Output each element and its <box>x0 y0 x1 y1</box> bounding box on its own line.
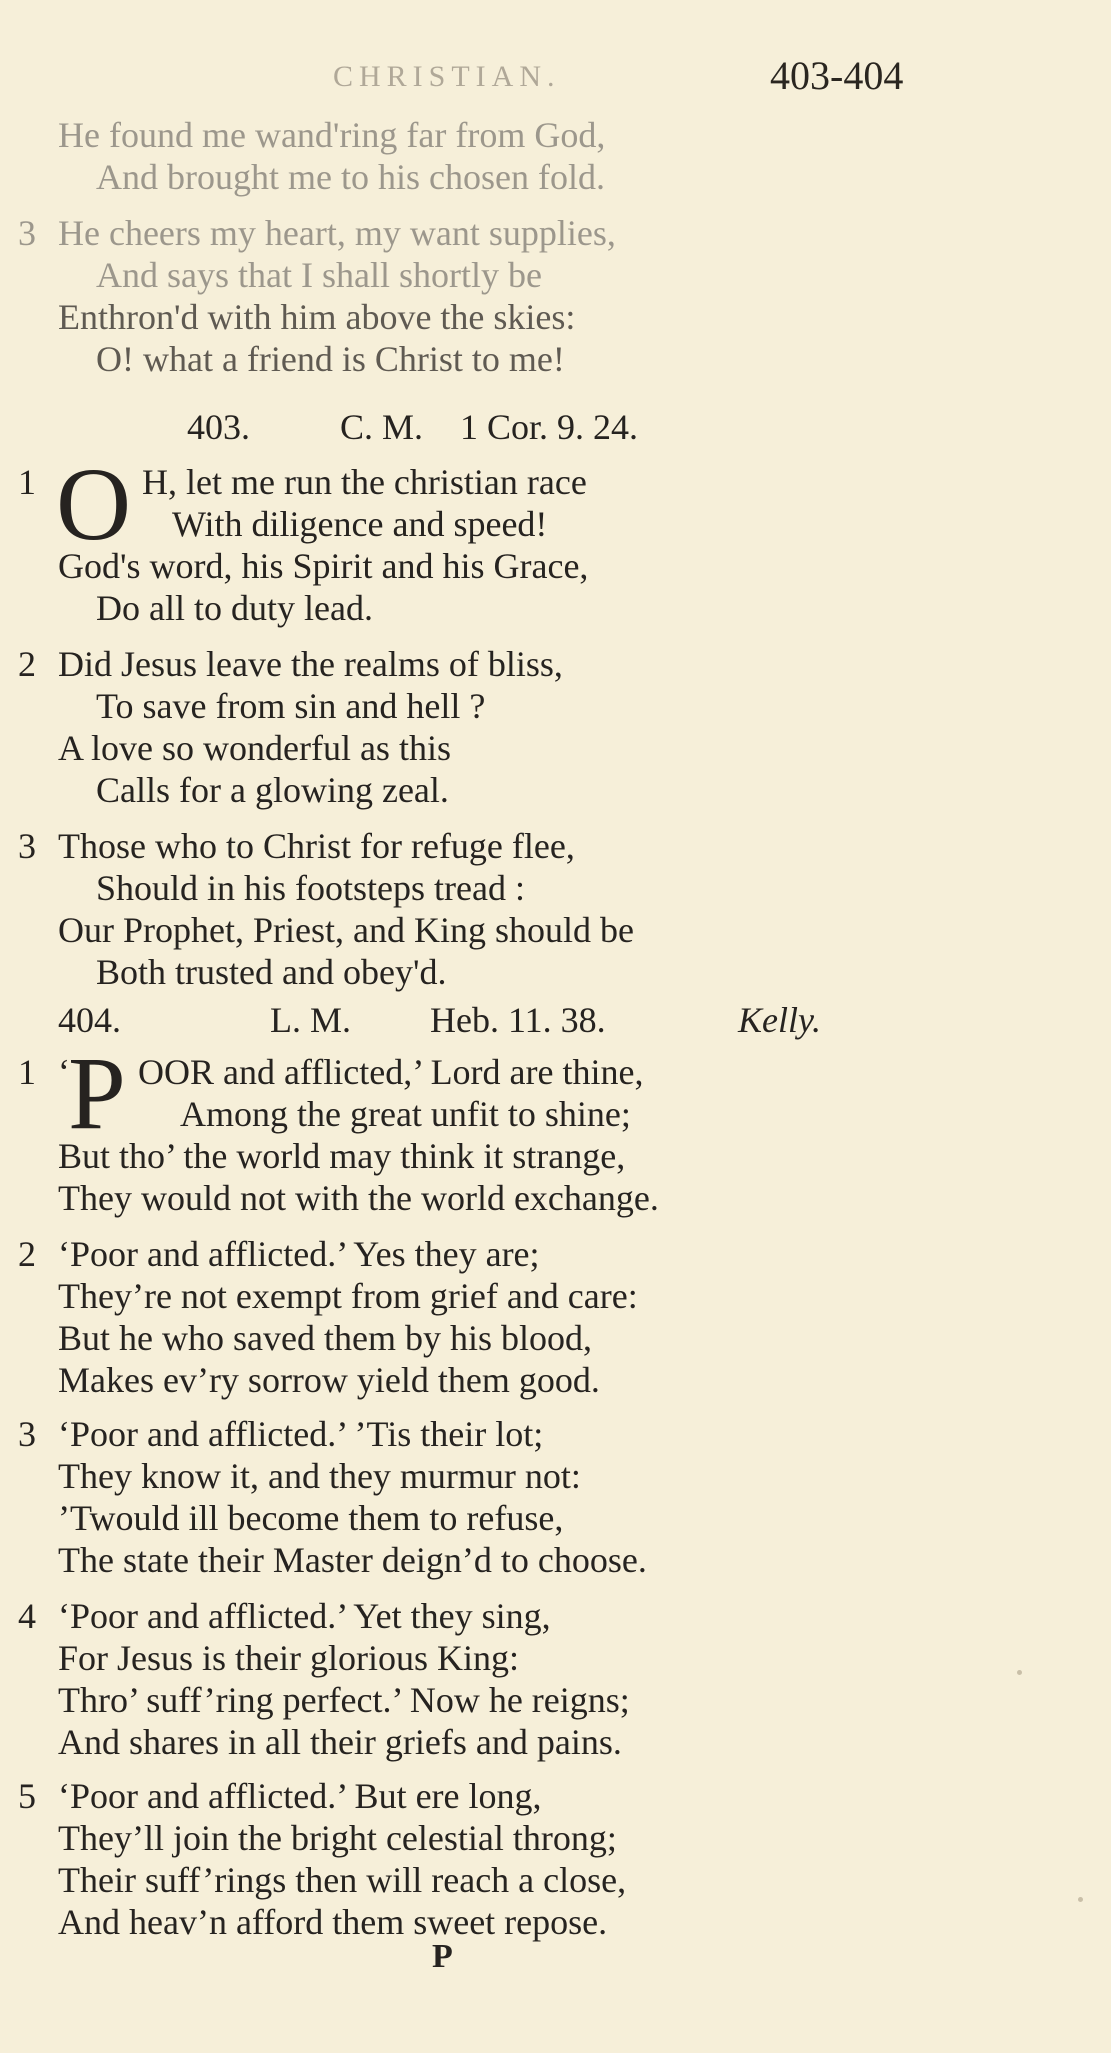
drop-cap: P <box>68 1036 126 1151</box>
verse-line: Both trusted and obey'd. <box>96 952 447 992</box>
stanza-number: 4 <box>18 1596 36 1636</box>
verse-line: They’re not exempt from grief and care: <box>58 1276 638 1316</box>
verse-line: And heav’n afford them sweet repose. <box>58 1902 608 1942</box>
verse-line: Our Prophet, Priest, and King should be <box>58 910 634 950</box>
verse-line: He cheers my heart, my want supplies, <box>58 213 616 253</box>
verse-line: Enthron'd with him above the skies: <box>58 297 576 337</box>
verse-line: And shares in all their griefs and pains. <box>58 1722 622 1762</box>
paper-speck <box>1078 1897 1083 1902</box>
verse-line: They know it, and they murmur not: <box>58 1456 581 1496</box>
verse-line: And brought me to his chosen fold. <box>96 157 605 197</box>
stanza-number: 5 <box>18 1776 36 1816</box>
verse-line: ’Twould ill become them to refuse, <box>58 1498 564 1538</box>
stanza-number: 2 <box>18 1234 36 1274</box>
verse-line: They would not with the world exchange. <box>58 1178 659 1218</box>
stanza-number: 1 <box>18 462 36 502</box>
hymn-scripture: Heb. 11. 38. <box>430 1000 606 1040</box>
verse-line: They’ll join the bright celestial throng; <box>58 1818 617 1858</box>
verse-line: ‘Poor and afflicted.’ Yes they are; <box>58 1234 540 1274</box>
verse-line: O! what a friend is Christ to me! <box>96 339 565 379</box>
stanza-number: 3 <box>18 826 36 866</box>
verse-line: And says that I shall shortly be <box>96 255 542 295</box>
verse-line: But tho’ the world may think it strange, <box>58 1136 626 1176</box>
paper-speck <box>1017 1670 1022 1675</box>
verse-line: But he who saved them by his blood, <box>58 1318 592 1358</box>
verse-line: OOR and afflicted,’ Lord are thine, <box>138 1052 644 1092</box>
hymn-number: 403. <box>187 407 250 447</box>
hymn-meter: C. M. <box>340 407 424 447</box>
hymn-number: 404. <box>58 1000 121 1040</box>
verse-line: A love so wonderful as this <box>58 728 451 768</box>
hymn-header <box>0 1000 1111 1040</box>
open-quote: ‘ <box>58 1052 70 1092</box>
verse-line: ‘Poor and afflicted.’ But ere long, <box>58 1776 542 1816</box>
verse-line: H, let me run the christian race <box>142 462 587 502</box>
verse-line: Their suff’rings then will reach a close, <box>58 1860 627 1900</box>
page-header <box>0 52 1111 102</box>
signature-mark: P <box>432 1938 453 1975</box>
stanza-number: 1 <box>18 1052 36 1092</box>
hymn-header <box>0 407 1111 447</box>
verse-line: For Jesus is their glorious King: <box>58 1638 520 1678</box>
verse-line: Calls for a glowing zeal. <box>96 770 449 810</box>
verse-line: With diligence and speed! <box>172 504 548 544</box>
verse-line: Those who to Christ for refuge flee, <box>58 826 575 866</box>
running-title: CHRISTIAN. <box>333 60 561 93</box>
verse-line: The state their Master deign’d to choose. <box>58 1540 647 1580</box>
page-range: 403-404 <box>770 53 904 98</box>
verse-line: Thro’ suff’ring perfect.’ Now he reigns; <box>58 1680 630 1720</box>
stanza-number: 2 <box>18 644 36 684</box>
stanza-number: 3 <box>18 1414 36 1454</box>
stanza-number: 3 <box>18 213 36 253</box>
verse-line: Should in his footsteps tread : <box>96 868 525 908</box>
verse-line: Makes ev’ry sorrow yield them good. <box>58 1360 600 1400</box>
verse-line: To save from sin and hell ? <box>96 686 486 726</box>
verse-line: ‘Poor and afflicted.’ Yet they sing, <box>58 1596 551 1636</box>
verse-line: ‘Poor and afflicted.’ ’Tis their lot; <box>58 1414 544 1454</box>
verse-line: He found me wand'ring far from God, <box>58 115 606 155</box>
verse-line: Did Jesus leave the realms of bliss, <box>58 644 563 684</box>
verse-line: Do all to duty lead. <box>96 588 373 628</box>
hymn-author: Kelly. <box>738 1000 821 1040</box>
hymn-meter: L. M. <box>270 1000 351 1040</box>
verse-line: God's word, his Spirit and his Grace, <box>58 546 589 586</box>
drop-cap: O <box>56 447 132 562</box>
hymn-scripture: 1 Cor. 9. 24. <box>460 407 639 447</box>
verse-line: Among the great unfit to shine; <box>180 1094 631 1134</box>
